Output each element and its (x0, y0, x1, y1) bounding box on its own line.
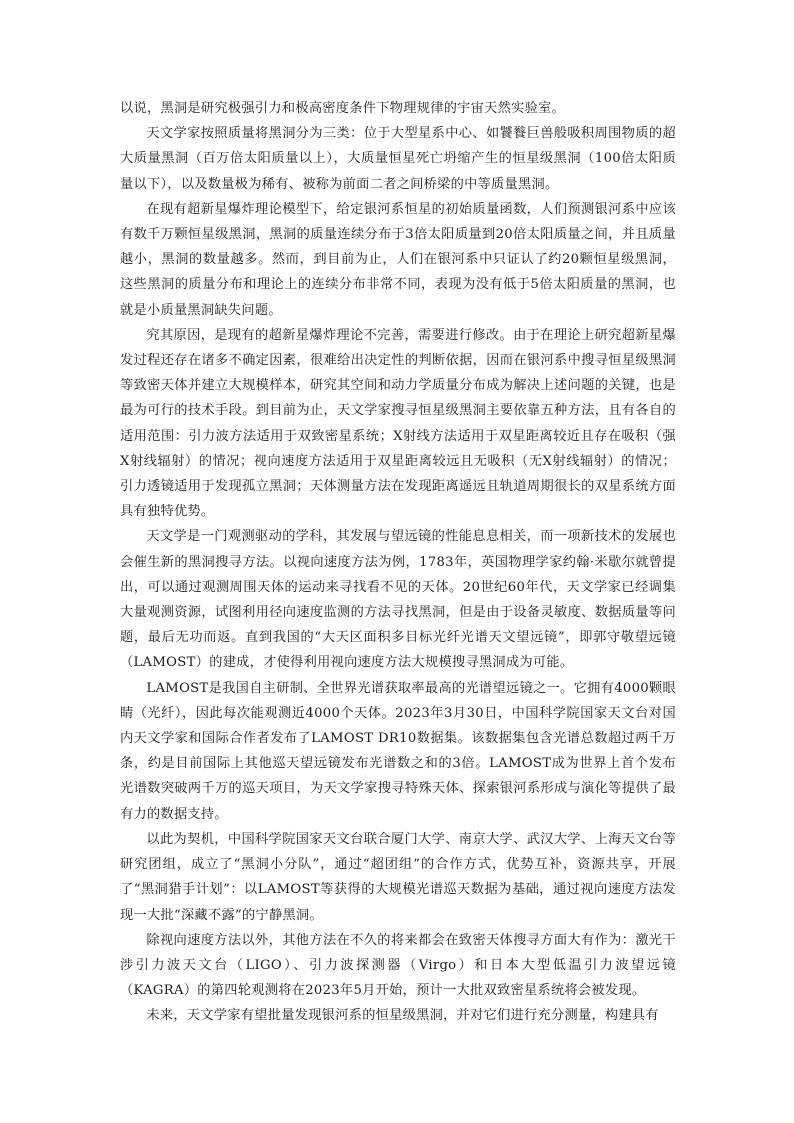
paragraph-9: 未来，天文学家有望批量发现银河系的恒星级黑洞，并对它们进行充分测量，构建具有 (146, 1008, 659, 1024)
paragraph-7: 以此为契机，中国科学院国家天文台联合厦门大学、南京大学、武汉大学、上海天文台等研究团组，成立了“黑洞小分队”，通过“超团组”的合作方式，优势互补，资源共享，开展了“黑洞猎手计划”：以LAMOST等获得的大规模光谱巡天数据为基础，通过视向速度方法发现一大批“深藏不露”的宁静黑洞。 (120, 831, 676, 923)
paragraph-3: 在现有超新星爆炸理论模型下，给定银河系恒星的初始质量函数，人们预测银河系中应该有数千万颗恒星级黑洞，黑洞的质量连续分布于3倍太阳质量到20倍太阳质量之间，并且质量越小，黑洞的数量越多。然而，到目前为止，人们在银河系中只证认了约20颗恒星级黑洞，这些黑洞的质量分布和理论上的连续分布非常不同，表现为没有低于5倍太阳质量的黑洞，也就是小质量黑洞缺失问题。 (120, 201, 676, 318)
paragraph-5: 天文学是一门观测驱动的学科，其发展与望远镜的性能息息相关，而一项新技术的发展也会催生新的黑洞搜寻方法。以视向速度方法为例，1783年，英国物理学家约翰·米歇尔就曾提出，可以通过观测周围天体的运动来寻找看不见的天体。20世纪60年代，天文学家已经调集大量观测资源，试图利用径向速度监测的方法寻找黑洞，但是由于设备灵敏度、数据质量等问题，最后无功而返。直到我国的“大天区面积多目标光纤光谱天文望远镜”，即郭守敬望远镜（LAMOST）的建成，才使得利用视向速度方法大规模搜寻黑洞成为可能。 (120, 529, 676, 671)
paragraph-4: 究其原因，是现有的超新星爆炸理论不完善，需要进行修改。由于在理论上研究超新星爆发过程还存在诸多不确定因素，很难给出决定性的判断依据，因而在银河系中搜寻恒星级黑洞等致密天体并建立大规模样本，研究其空间和动力学质量分布成为解决上述问题的关键，也是最为可行的技术手段。到目前为止，天文学家搜寻恒星级黑洞主要依靠五种方法，且有各自的适用范围：引力波方法适用于双致密星系统；X射线方法适用于双星距离较近且存在吸积（强X射线辐射）的情况；视向速度方法适用于双星距离较远且无吸积（无X射线辐射）的情况；引力透镜适用于发现孤立黑洞；天体测量方法在发现距离遥远且轨道周期很长的双星系统方面具有独特优势。 (120, 327, 676, 520)
paragraph-8: 除视向速度方法以外，其他方法在不久的将来都会在致密天体搜寻方面大有作为：激光干涉引力波天文台（LIGO）、引力波探测器（Virgo）和日本大型低温引力波望远镜（KAGRA）的第四轮观测将在2023年5月开始，预计一大批双致密星系统将会被发现。 (120, 932, 676, 999)
paragraph-1: 以说，黑洞是研究极强引力和极高密度条件下物理规律的宇宙天然实验室。 (120, 101, 566, 116)
document-page (120, 96, 676, 1029)
paragraph-2: 天文学家按照质量将黑洞分为三类：位于大型星系中心、如饕餮巨兽般吸积周围物质的超大质量黑洞（百万倍太阳质量以上），大质量恒星死亡坍缩产生的恒星级黑洞（100倍太阳质量以下），以及数量极为稀有、被称为前面二者之间桥梁的中等质量黑洞。 (120, 126, 676, 192)
paragraph-6: LAMOST是我国自主研制、全世界光谱获取率最高的光谱望远镜之一。它拥有4000颗眼睛（光纤），因此每次能观测近4000个天体。2023年3月30日，中国科学院国家天文台对国内天文学家和国际合作者发布了LAMOST DR10数据集。该数据集包含光谱总数超过两千万条，约是目前国际上其他巡天望远镜发布光谱数之和的3倍。LAMOST成为世界上首个发布光谱数突破两千万的巡天项目，为天文学家搜寻特殊天体、探索银河系形成与演化等提供了最有力的数据支持。 (120, 680, 676, 822)
